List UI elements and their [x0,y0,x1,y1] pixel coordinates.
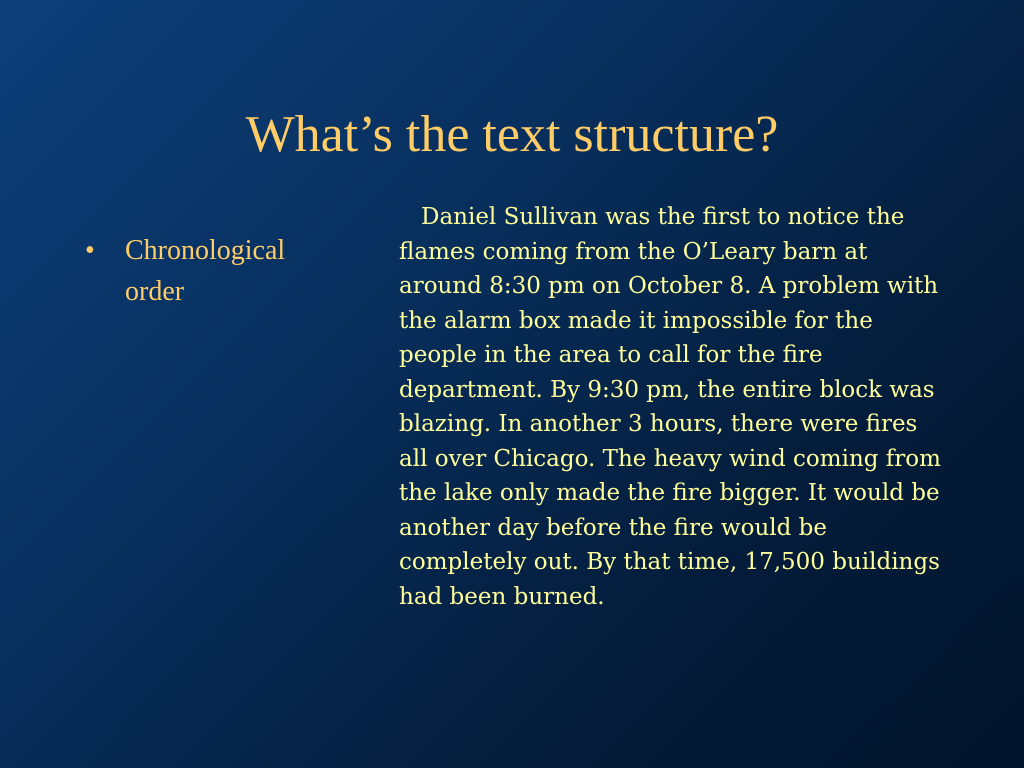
bullet-item [85,230,335,312]
slide-title: What’s the text structure? [245,106,779,163]
bullet-text: Chronological order [125,235,286,307]
bullet-marker: • [85,235,95,266]
bullet-list [85,230,335,312]
passage-text: Daniel Sullivan was the first to notice the flames coming from the O’Leary barn at around 8:30 pm on October 8. A problem with the alarm box made it impossible for the people in the area to call for the fire department. By 9:30 pm, the entire block was blazing. In another 3 hours, there were fires all over Chicago. The heavy wind coming from the lake only made the fire bigger. It would be another day before the fire would be completely out. By that time, 17,500 buildings had been burned. [399,204,941,610]
